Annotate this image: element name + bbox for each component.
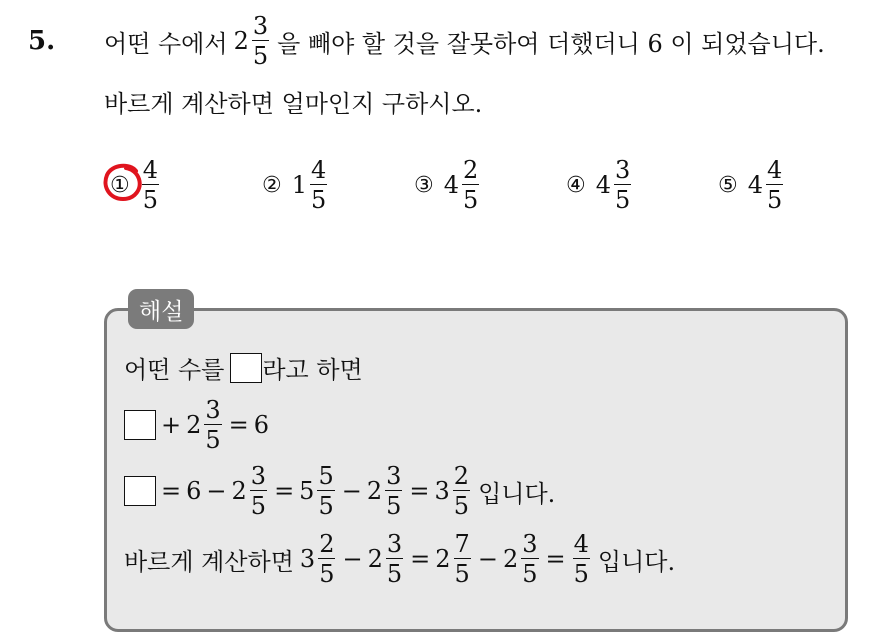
blank-box bbox=[230, 353, 262, 383]
fraction: $\frac{3}{5}$ bbox=[386, 462, 402, 520]
mixed-number: 2 $\frac{3}{5}$ bbox=[366, 462, 402, 520]
solution-line-1: 어떤 수를 라고 하면 bbox=[124, 350, 363, 385]
choice-label: ② bbox=[262, 172, 282, 198]
mixed-number: 5 $\frac{5}{5}$ bbox=[299, 462, 334, 520]
question-number: 5. bbox=[28, 26, 56, 56]
fraction: $\frac{2}{5}$ bbox=[453, 462, 470, 520]
choice-label: ④ bbox=[566, 172, 586, 198]
mixed-number: 3 $\frac{2}{5}$ bbox=[299, 530, 335, 588]
mixed-number: 2 $\frac{3}{5}$ bbox=[502, 530, 538, 588]
fraction: $\frac{4}{5}$ bbox=[573, 530, 589, 588]
fraction: $\frac{3}{5}$ bbox=[252, 12, 269, 70]
fraction: $\frac{3}{5}$ bbox=[250, 462, 267, 520]
fraction: $\frac{3}{5}$ bbox=[386, 530, 403, 588]
blank-box bbox=[124, 410, 156, 440]
mixed-number: 2 $\frac{3}{5}$ bbox=[186, 396, 221, 454]
choice-2[interactable]: ② 1 $\frac{4}{5}$ bbox=[262, 156, 327, 214]
fraction: $\frac{3}{5}$ bbox=[522, 530, 538, 588]
solution-tab: 해설 bbox=[128, 289, 194, 329]
choice-label: ③ bbox=[414, 172, 434, 198]
red-circle-mark-icon bbox=[102, 161, 144, 203]
fraction: $\frac{2}{5}$ bbox=[463, 156, 479, 214]
blank-box bbox=[124, 476, 156, 506]
question-line-2: 바르게 계산하면 얼마인지 구하시오. bbox=[104, 90, 483, 118]
fraction: $\frac{2}{5}$ bbox=[319, 530, 335, 588]
fraction: $\frac{4}{5}$ bbox=[767, 156, 783, 214]
question-line-1 bbox=[104, 14, 825, 68]
choice-label: ⑤ bbox=[718, 172, 738, 198]
question-text-a: 어떤 수에서 bbox=[104, 29, 228, 58]
choice-1[interactable] bbox=[110, 158, 161, 212]
mixed-number: 3 $\frac{2}{5}$ bbox=[434, 462, 470, 520]
fraction: $\frac{5}{5}$ bbox=[318, 462, 334, 520]
question-text-b: 을 빼야 할 것을 잘못하여 더했더니 6 이 되었습니다. bbox=[277, 29, 825, 58]
choice-3[interactable]: ③ 4 $\frac{2}{5}$ bbox=[414, 156, 479, 214]
choice-5[interactable]: ⑤ 4 $\frac{4}{5}$ bbox=[718, 156, 783, 214]
mixed-number: 2 $\frac{3}{5}$ bbox=[233, 12, 269, 70]
choice-4[interactable]: ④ 4 $\frac{3}{5}$ bbox=[566, 156, 631, 214]
fraction: $\frac{4}{5}$ bbox=[311, 156, 327, 214]
mixed-number: 2 $\frac{3}{5}$ bbox=[231, 462, 267, 520]
choice-label: ① bbox=[110, 173, 130, 198]
fraction: $\frac{3}{5}$ bbox=[615, 156, 631, 214]
fraction: $\frac{4}{5}$ bbox=[142, 156, 159, 214]
solution-line-3: = 6 − 2 $\frac{3}{5}$ = 5 $\frac{5}{5}$ − 2 $\frac{3}{5}$ = 3 $\frac{2}{5}$ 입니다. bbox=[124, 464, 555, 518]
solution-line-2: + 2 $\frac{3}{5}$ = 6 bbox=[124, 398, 269, 452]
fraction: $\frac{7}{5}$ bbox=[454, 530, 470, 588]
solution-line-4: 바르게 계산하면 3 $\frac{2}{5}$ − 2 $\frac{3}{5}$ = 2 $\frac{7}{5}$ − 2 $\frac{3}{5}$ = $\frac{4}{5}$ 입니다. bbox=[124, 530, 676, 588]
mixed-number: 2 $\frac{3}{5}$ bbox=[367, 530, 403, 588]
mixed-number: 2 $\frac{7}{5}$ bbox=[435, 530, 470, 588]
fraction: $\frac{3}{5}$ bbox=[205, 396, 221, 454]
